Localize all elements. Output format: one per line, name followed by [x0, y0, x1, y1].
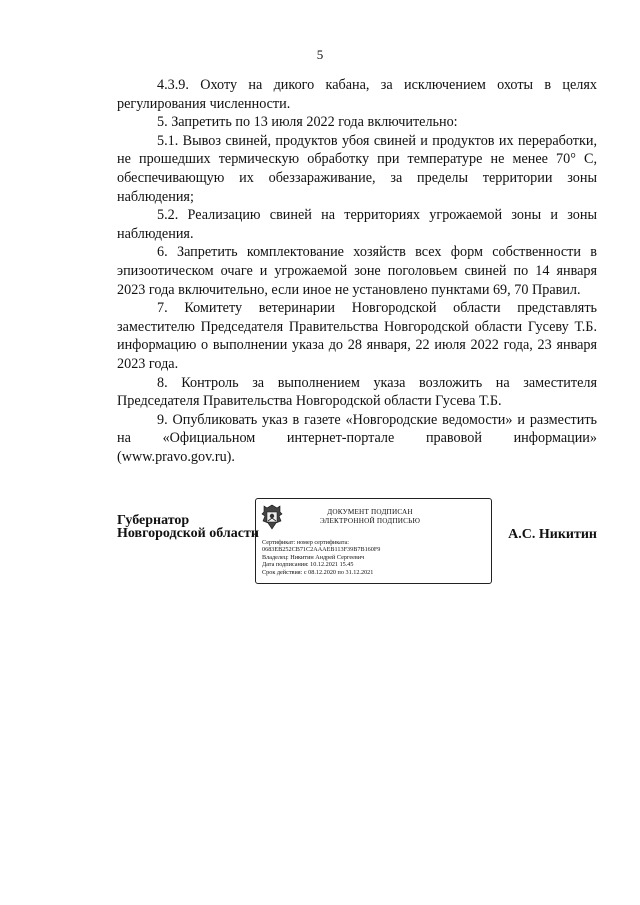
paragraph-5-1: 5.1. Вывоз свиней, продуктов убоя свиней и продуктов их переработки, не прошедших термическую обработку при температуре не менее 70° С, обеспечивающую их обеззараживание, за пределы территории зоны наблюдения;: [117, 132, 597, 205]
stamp-signed-date: Дата подписания: 10.12.2021 15.45: [262, 561, 354, 569]
paragraph-5: 5. Запретить по 13 июля 2022 года включительно:: [157, 114, 458, 131]
stamp-header-line1: ДОКУМЕНТ ПОДПИСАН: [327, 508, 413, 516]
stamp-header: [290, 508, 450, 526]
stamp-cert-label: Сертификат: номер сертификата:: [262, 539, 350, 546]
paragraph-6: 6. Запретить комплектование хозяйств всех форм собственности в эпизоотическом очаге и угрожаемой зоне поголовьем свиней по 14 января 2023 года включительно, если иное не установлено пунктами 69, 70 Правил.: [117, 244, 597, 298]
stamp-cert-number: 0683EB252CB71C2AAAEB113F39B7B160F9: [262, 546, 381, 554]
signer-title-line1: Губернатор: [117, 513, 190, 528]
stamp-owner: Владелец: Никитин Андрей Сергеевич: [262, 553, 365, 561]
signature-block: [117, 498, 597, 588]
coat-of-arms-icon: [261, 504, 283, 530]
paragraph-7: 7. Комитету ветеринарии Новгородской области представлять заместителю Председателя Правительства Новгородской области Гусеву Т.Б. информацию о выполнении указа до 28 января, 22 июля 2022 года, 23 января 2023 года.: [117, 300, 597, 372]
signer-name: А.С. Никитин: [508, 527, 597, 542]
stamp-validity: Срок действия: с 08.12.2020 по 31.12.2021: [262, 568, 374, 576]
paragraph-5-2: 5.2. Реализацию свиней на территориях угрожаемой зоны и зоны наблюдения.: [117, 207, 597, 242]
stamp-header-line2: ЭЛЕКТРОННОЙ ПОДПИСЬЮ: [319, 517, 421, 525]
paragraph-8: 8. Контроль за выполнением указа возложить на заместителя Председателя Правительства Новгородской области Гусева Т.Б.: [117, 374, 597, 410]
page-number: 5: [316, 47, 324, 62]
document-body: [117, 76, 597, 466]
stamp-details: [262, 539, 487, 576]
signer-title: [117, 514, 259, 540]
paragraph-9: 9. Опубликовать указ в газете «Новгородские ведомости» и разместить на «Официальном интернет-портале правовой информации» (www.pravo.gov.ru).: [117, 411, 597, 465]
digital-signature-stamp: [255, 498, 492, 584]
signer-title-line2: Новгородской области: [117, 526, 259, 541]
paragraph-4-3-9: 4.3.9. Охоту на дикого кабана, за исключением охоты в целях регулирования численности.: [117, 77, 597, 112]
